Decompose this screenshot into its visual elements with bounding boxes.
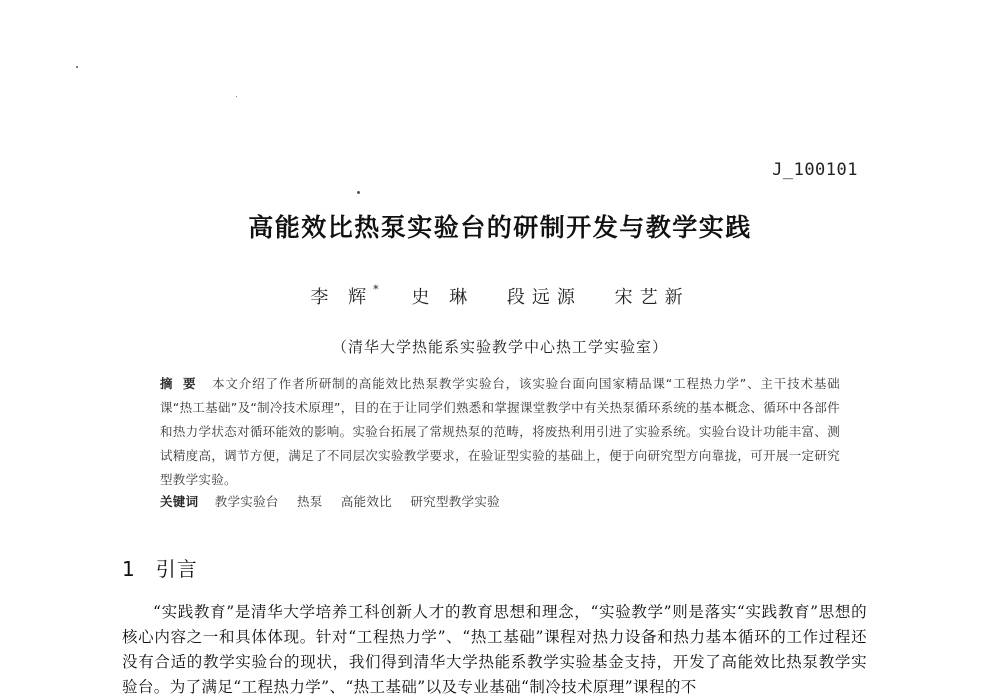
section-title: 引言	[155, 557, 198, 581]
abstract	[160, 372, 840, 492]
scan-speck	[76, 66, 78, 68]
abstract-text: 本文介绍了作者所研制的高能效比热泵教学实验台，该实验台面向国家精品课“工程热力学”、主干技术基础课“热工基础”及“制冷技术原理”，目的在于让同学们熟悉和掌握课堂教学中有关热泵循环系统的基本概念、循环中各部件和热力学状态对循环能效的影响。实验台拓展了常规热泵的范畴，将废热利用引进了实验系统。实验台设计功能丰富、测试精度高，调节方便，满足了不同层次实验教学要求，在验证型实验的基础上，便于向研究型方向靠拢，可开展一定研究型教学实验。	[160, 376, 840, 487]
author-name: 段远源	[506, 287, 582, 308]
author-name: 史 琳	[411, 287, 475, 308]
paper-title: 高能效比热泵实验台的研制开发与教学实践	[248, 213, 752, 242]
scan-speck	[357, 191, 360, 194]
author-name: 李 辉*	[310, 283, 379, 308]
keywords-label: 关键词	[160, 494, 199, 509]
abstract-label: 摘要	[160, 376, 207, 391]
paper-code: J_100101	[772, 160, 858, 180]
keyword: 教学实验台	[214, 494, 279, 509]
author-line	[0, 283, 1000, 309]
section-number: 1	[122, 557, 136, 581]
keyword: 研究型教学实验	[410, 494, 500, 509]
author-name: 宋艺新	[614, 287, 690, 308]
keyword: 高能效比	[340, 494, 393, 509]
corresponding-author-mark: *	[373, 283, 379, 296]
body-paragraph: “实践教育”是清华大学培养工科创新人才的教育思想和理念，“实验教学”则是落实“实践教育”思想的核心内容之一和具体体现。针对“工程热力学”、“热工基础”课程对热力设备和热力基本循环的工作过程还没有合适的教学实验台的现状，我们得到清华大学热能系教学实验基金支持，开发了高能效比热泵教学实验台。为了满足“工程热力学”、“热工基础”以及专业基础“制冷技术原理”课程的不	[122, 603, 867, 696]
keywords	[160, 492, 514, 510]
scan-speck	[236, 96, 237, 97]
affiliation: （清华大学热能系实验教学中心热工学实验室）	[331, 338, 668, 356]
section-heading	[122, 553, 198, 582]
keyword: 热泵	[296, 494, 323, 509]
